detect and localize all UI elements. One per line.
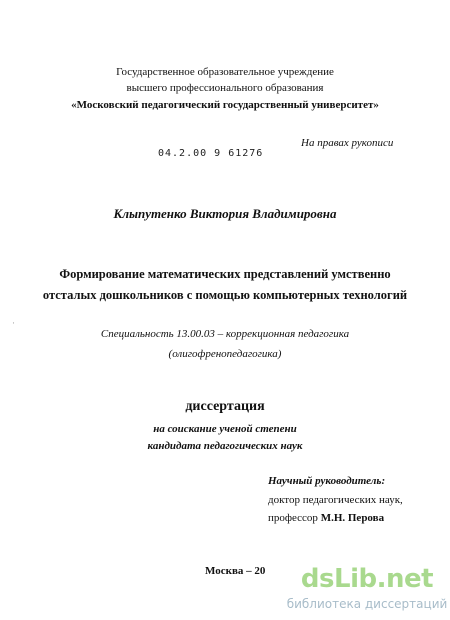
watermark-subtitle: библиотека диссертаций [286, 597, 448, 611]
thesis-title-line-1: Формирование математических представлений умственно [59, 267, 391, 281]
supervisor-name: М.Н. Перова [320, 512, 385, 524]
watermark-brand: dsLib.net [300, 564, 434, 594]
archive-stamp-number: 04.2.00 9 61276 [158, 148, 264, 159]
supervisor-degree: доктор педагогических наук, [268, 494, 403, 506]
institution-line-2: высшего профессионального образования [126, 82, 324, 94]
city-year: Москва – 20 [205, 565, 266, 577]
author-name: Клыпутенко Виктория Владимировна [113, 206, 337, 221]
degree-line-1: на соискание ученой степени [153, 423, 297, 435]
specialty-line: Специальность 13.00.03 – коррекционная педагогика [100, 328, 350, 340]
manuscript-rights-note: На правах рукописи [301, 137, 394, 149]
margin-mark: · [12, 318, 15, 328]
university-name: «Московский педагогический государственный университет» [71, 99, 379, 111]
supervisor-title-line [268, 512, 384, 524]
thesis-title-line-2: отсталых дошкольников с помощью компьютерных технологий [42, 288, 408, 302]
supervisor-label: Научный руководитель: [268, 475, 386, 487]
document-type: диссертация [185, 399, 265, 414]
watermark [286, 562, 448, 614]
institution-line-1: Государственное образовательное учреждение [116, 66, 334, 78]
supervisor-rank: профессор [268, 512, 321, 524]
degree-line-2: кандидата педагогических наук [147, 440, 303, 452]
specialty-subfield: (олигофренопедагогика) [168, 348, 282, 360]
